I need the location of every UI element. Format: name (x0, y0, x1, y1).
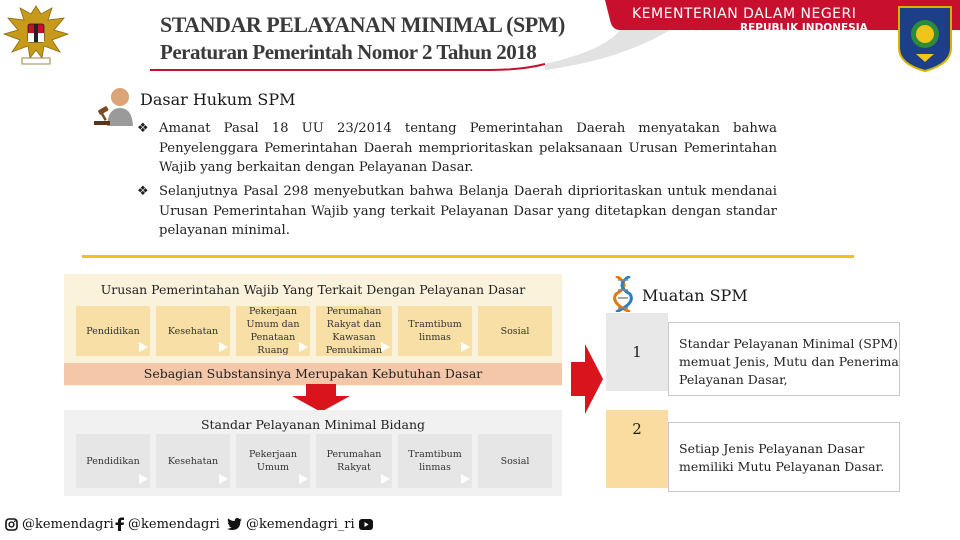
spm-bidang-title: Standar Pelayanan Minimal Bidang (200, 417, 426, 432)
muatan-number: 1 (606, 313, 668, 391)
instagram-handle[interactable] (5, 514, 114, 534)
muatan-number: 2 (606, 410, 668, 488)
twitter-icon (227, 518, 242, 530)
instagram-icon (5, 518, 18, 531)
youtube-icon (359, 519, 373, 530)
muatan-title: Muatan SPM (642, 286, 748, 305)
instagram-text: @kemendagri (22, 516, 114, 532)
facebook-handle[interactable] (115, 514, 220, 534)
urusan-item: Tramtibum linmas (398, 306, 472, 356)
diamond-bullet-icon: ❖ (137, 121, 149, 136)
muatan-description: Setiap Jenis Pelayanan Dasar memiliki Mutu Pelayanan Dasar. (668, 422, 900, 492)
twitter-text: @kemendagri_ri (246, 516, 355, 532)
ministry-name: KEMENTERIAN DALAM NEGERI (632, 6, 857, 22)
facebook-text: @kemendagri (128, 516, 220, 532)
spm-bidang-item: Pendidikan (76, 434, 150, 488)
urusan-item: Kesehatan (156, 306, 230, 356)
spm-bidang-item: Kesehatan (156, 434, 230, 488)
page-title: STANDAR PELAYANAN MINIMAL (SPM) (160, 12, 565, 37)
garuda-emblem (0, 0, 72, 70)
muatan-description: Standar Pelayanan Minimal (SPM) memuat Jenis, Mutu dan Penerima Pelayanan Dasar, (668, 322, 900, 396)
twitter-handle[interactable] (227, 514, 377, 534)
ministry-country: REPUBLIK INDONESIA (740, 22, 868, 34)
judge-icon (94, 86, 138, 126)
legal-basis-bullet (137, 182, 777, 241)
urusan-item: Perumahan Rakyat dan Kawasan Pemukiman (316, 306, 392, 356)
dna-icon (612, 276, 634, 312)
diamond-bullet-icon: ❖ (137, 184, 149, 199)
kemendagri-logo (896, 4, 954, 74)
spm-bidang-item: Sosial (478, 434, 552, 488)
urusan-item: Pendidikan (76, 306, 150, 356)
substance-label: Sebagian Substansinya Merupakan Kebutuhan Dasar (64, 363, 562, 385)
spm-bidang-item: Tramtibum linmas (398, 434, 472, 488)
dasar-hukum-title: Dasar Hukum SPM (140, 90, 296, 109)
spm-bidang-item: Pekerjaan Umum (236, 434, 310, 488)
facebook-icon (115, 517, 124, 531)
bullet-text: Amanat Pasal 18 UU 23/2014 tentang Pemerintahan Daerah menyatakan bahwa Penyelenggara Pemerintahan Daerah memprioritaskan pelaksanaan Urusan Pemerintahan Wajib yang berkaitan dengan Pelayanan Dasar. (159, 121, 777, 175)
page-subtitle: Peraturan Pemerintah Nomor 2 Tahun 2018 (160, 40, 537, 64)
bullet-text: Selanjutnya Pasal 298 menyebutkan bahwa Belanja Daerah diprioritaskan untuk mendanai Urusan Pemerintahan Wajib yang terkait Pelayanan Dasar yang ditetapkan dengan standar pelayanan minimal. (159, 184, 777, 238)
right-arrow-icon (571, 344, 603, 414)
urusan-item: Pekerjaan Umum dan Penataan Ruang (236, 306, 310, 356)
urusan-item: Sosial (478, 306, 552, 356)
legal-basis-bullet (137, 119, 777, 178)
spm-bidang-panel (64, 410, 562, 496)
section-divider (82, 255, 854, 258)
spm-bidang-item: Perumahan Rakyat (316, 434, 392, 488)
down-arrow-icon (292, 384, 350, 412)
urusan-wajib-title: Urusan Pemerintahan Wajib Yang Terkait Dengan Pelayanan Dasar (100, 282, 526, 297)
